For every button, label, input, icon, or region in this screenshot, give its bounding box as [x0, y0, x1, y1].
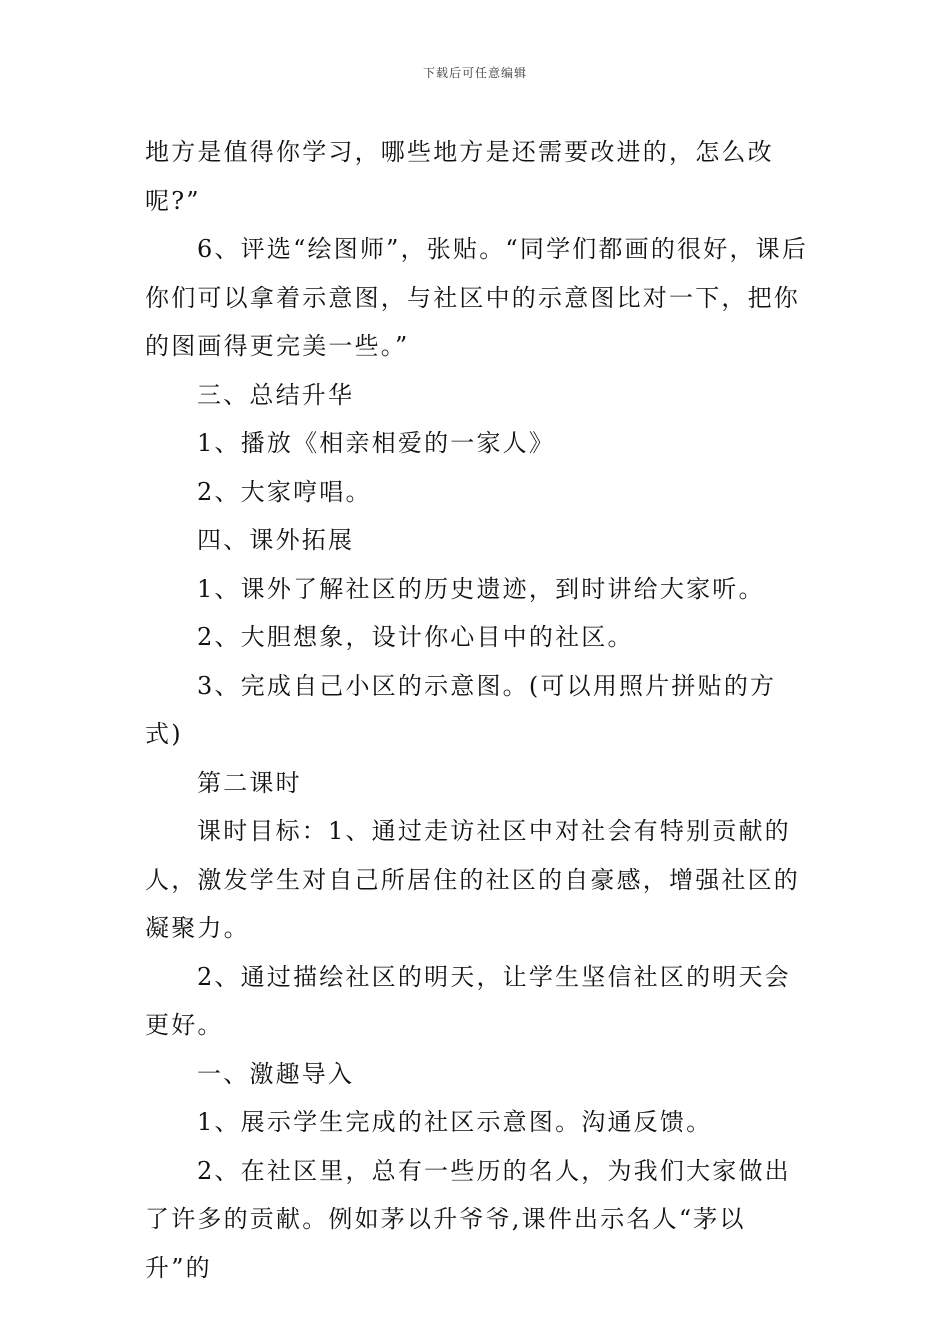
list-item: 2、大家哼唱。 — [197, 477, 372, 506]
paragraph: 课时目标：1、通过走访社区中对社会有特别贡献的人，激发学生对自己所居住的社区的自豪感，增强社区的凝聚力。 — [145, 817, 800, 942]
list-item: 1、展示学生完成的社区示意图。沟通反馈。 — [197, 1108, 713, 1136]
paragraph: 6、评选“绘图师”，张贴。“同学们都画的很好，课后你们可以拿着示意图，与社区中的示意图比对一下，把你的图画得更完美一些。” — [145, 235, 809, 360]
list-item: 1、课外了解社区的历史遗迹，到时讲给大家听。 — [197, 574, 765, 603]
list-item: 2、大胆想象，设计你心目中的社区。 — [197, 623, 634, 651]
list-item: 3、完成自己小区的示意图。(可以用照片拼贴的方式) — [145, 671, 777, 748]
section-heading: 三、总结升华 — [197, 380, 355, 409]
page-header: 下载后可任意编辑 — [422, 66, 527, 80]
paragraph: 2、在社区里，总有一些历的名人，为我们大家做出了许多的贡献。例如茅以升爷爷,课件出示名人“茅以升”的 — [145, 1156, 791, 1282]
section-heading: 第二课时 — [197, 768, 302, 797]
document-body — [145, 128, 810, 1292]
paragraph: 2、通过描绘社区的明天，让学生坚信社区的明天会更好。 — [145, 962, 791, 1039]
paragraph: 地方是值得你学习，哪些地方是还需要改进的，怎么改呢?” — [145, 138, 774, 215]
section-heading: 一、激趣导入 — [197, 1059, 355, 1088]
list-item: 1、播放《相亲相爱的一家人》 — [197, 429, 556, 457]
section-heading: 四、课外拓展 — [197, 526, 355, 554]
